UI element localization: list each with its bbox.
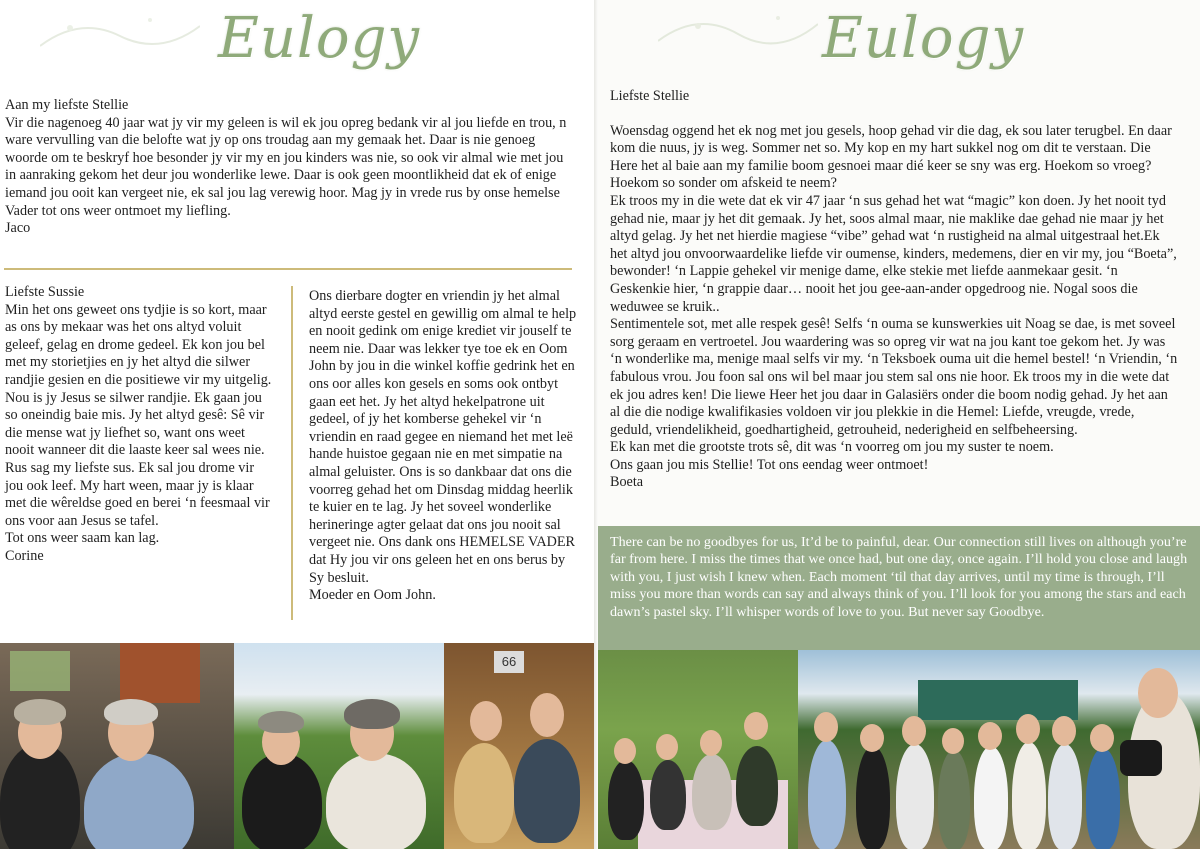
letter-paragraph: Ek troos my in die wete dat ek vir 47 jaar ‘n sus gehad het wat “magic” kon doen. Jy het nooit tyd gehad nie, maar jy het dit gemaak. Jy het, soos almal maar, nie maklike dae gehad nie maar jy het altyd gelag. Jy het net hierdie magiese “vibe” gehad wat ‘n rustigheid na almal uitgestraal het.Ek het altyd jou onvoorwaardelike liefde vir oumense, kinders, medemens, dier en vir my, jou “Boeta”, bewonder! ‘n Lappie gehekel vir menige dame, elke stekie met liefde aanmekaar gesit. ‘n Geskenkie hier, ‘n grappie daar… nooit het jou gee-aan-ander opgedroog nie. Nogal soos die weduwee se kruik.. [610, 192, 1177, 315]
person-face [530, 693, 564, 737]
person [692, 754, 732, 830]
person [1048, 744, 1082, 849]
person [84, 753, 194, 849]
photo-collage-right [598, 650, 1200, 849]
letter-closing: Tot ons weer saam kan lag. [5, 530, 160, 547]
page-title-left: Eulogy [218, 6, 421, 71]
person [896, 744, 934, 849]
letter-corine [5, 284, 275, 566]
floral-ornament-icon [40, 6, 200, 56]
person [1012, 742, 1046, 849]
person [608, 760, 644, 840]
letter-body: Ons dierbare dogter en vriendin jy het almal altyd eerste gestel en gewillig om almal te help en nooit gedink om enige krediet vir jouself te neem nie. Daar was lekker tye toe ek en Oom John by jou in die winkel koffie gedrink het en ons oor alles kon gesels en soms ook ontbyt gaan eet het. Jy het altyd hekelpatrone uit gedeel, of jy het komberse gehekel vir ‘n vriendin en raad gegee en niemand het met leë hande huistoe gegaan nie en met simpatie na almal geluister. Ons is so dankbaar dat ons die voorreg gehad het om Dinsdag middag heerlik te kuier en te lag. Jy het soveel wonderlike herineringe agter gelaat dat ons jou nooit sal vergeet nie. Ons dank ons HEMELSE VADER dat Hy jou vir ons geleen het en ons berus by Sy besluit. [309, 288, 577, 586]
person-face [744, 712, 768, 740]
page-title-right: Eulogy [822, 6, 1025, 71]
letter-greeting: Liefste Stellie [610, 88, 690, 104]
poem-box [598, 526, 1200, 650]
person [514, 739, 580, 843]
photo-picnic [598, 650, 798, 849]
person-face [978, 722, 1002, 750]
letter-signature: Moeder en Oom John. [309, 587, 436, 604]
person [1086, 748, 1120, 849]
letter-jaco [5, 97, 577, 238]
person [242, 753, 322, 849]
brick-wall [120, 643, 200, 703]
camera-icon [1120, 740, 1162, 776]
person-face [902, 716, 926, 746]
letter-paragraph: Sentimentele sot, met alle respek gesê! Selfs ‘n ouma se kunswerkies uit Noag se dae, is met soveel sorg geraam en vertroetel. Jou waardering was so opreg vir wat na jou kant toe gekom het. Jy was ‘n wonderlike ma, menige maal selfs vir my. ‘n Teksboek ouma uit die hemel bestel! ‘n Vriendin, ‘n fabulous vrou. Jou foon sal ons wil bel maar jou stem sal ons nie hoor. Ek troos my in die wete dat ek jou adres ken! Die liewe Heer het jou daar in Galasiërs onder die boom nodig gehad. Jy het aan al die die nodige kwalifikasies voldoen vir jou plekkie in die Hemel: Liefde, vreugde, vrede, geduld, vriendelikheid, goedhartigheid, getrouheid, nederigheid en selfbeheersing. [610, 316, 1178, 438]
person [856, 746, 890, 849]
person [736, 746, 778, 826]
bride [974, 746, 1008, 849]
letter-signature: Boeta [610, 474, 644, 491]
letter-moeder [309, 288, 581, 605]
window [10, 651, 70, 691]
person [650, 760, 686, 830]
photo-indoor [0, 643, 250, 849]
poem-text: There can be no goodbyes for us, It’d be to painful, dear. Our connection still lives on although you’re far from here. I miss the times that we once had, but one day, once again. I’ll hold you close and laugh with you, I just wish I knew when. Each moment ‘til that day arrives, until my time is through, I’ll miss you more than words can say and always think of you. I’ll look for you among the stars and each dawn’s pastel sky. I’ll whisper words of love to you. But never say Goodbye. [610, 534, 1188, 620]
letter-boeta [610, 88, 1180, 492]
person [938, 750, 970, 849]
person-face [1052, 716, 1076, 746]
person-face [614, 738, 636, 764]
photo-wedding-group [798, 650, 1200, 849]
person-face [1090, 724, 1114, 752]
letter-paragraph: Ek kan met die grootste trots sê, dit was ‘n voorreg om jou my suster te noem. [610, 439, 1054, 456]
person [454, 743, 514, 843]
person-face [470, 701, 502, 741]
photo-collage-left [0, 643, 598, 849]
letter-paragraph: Woensdag oggend het ek nog met jou gesels, hoop gehad vir die dag, ek sou later terugbel. En daar kom die nuus, jy is weg. Sommer net so. My kop en my hart sukkel nog om dit te verstaan. Die Here het al baie aan my familie boom gesnoei maar dié keer se sny was erg. Hoekom so vroeg? Hoekom so sonder om afskeid te neem? [610, 122, 1172, 192]
person-hair [258, 711, 304, 733]
photo-hills [234, 643, 444, 849]
person-face [814, 712, 838, 742]
letter-paragraph: Ons gaan jou mis Stellie! Tot ons eendag weer ontmoet! [610, 456, 929, 473]
person-face [700, 730, 722, 756]
person-face [656, 734, 678, 760]
letter-body: Min het ons geweet ons tydjie is so kort, maar as ons by mekaar was het ons altyd voluit geleef, gelag en drome gedeel. Ek kon jou bel met my storietjies en jy het altyd die silwer randjie gesien en die positiewe vir my uitgelig. Nou is jy Jesus se silwer randjie. Ek gaan jou so oneindig baie mis. Jy het altyd gesê: Sê vir die mense wat jy liefhet so, want ons weet nooit wanneer dit die laaste keer sal wees nie. Rus sag my liefste sus. Ek sal jou drome vir jou ook leef. My hart ween, maar jy is klaar met die wêreldse goed en berei ‘n feesmaal vir ons voor aan Jesus se tafel. [5, 301, 272, 529]
person-hair [104, 699, 158, 725]
route-sign: 66 [494, 651, 524, 673]
photo-couple [444, 643, 598, 849]
column-divider [291, 286, 293, 620]
letter-greeting: Liefste Sussie [5, 284, 85, 300]
person-hair [344, 699, 400, 729]
letter-body: Vir die nagenoeg 40 jaar wat jy vir my geleen is wil ek jou opreg bedank vir al jou liefde en trou, n ware vervulling van die belofte wat jy op ons troudag aan my gemaak het. Daar is nie genoeg woorde om te beskryf hoe besonder jy vir my en jou kinders was nie, so ook vir almal wie met jou in aanraking gekom het deur jou wonderlike lewe. Daar is ook geen moontlikheid dat ek of enige iemand jou ooit kan vergeet nie, ek sal jou lag verewig hoor. Mag jy in vrede rus by onse hemelse Vader tot ons weer ontmoet my liefling. [5, 114, 567, 219]
green-wall [918, 680, 1078, 720]
floral-ornament-icon [658, 6, 818, 56]
letter-greeting: Aan my liefste Stellie [5, 97, 129, 113]
letter-signature: Corine [5, 547, 44, 564]
person-hair [14, 699, 66, 725]
section-divider [4, 268, 572, 270]
person-face [1138, 668, 1178, 718]
person-face [942, 728, 964, 754]
person-face [860, 724, 884, 752]
person-face [1016, 714, 1040, 744]
person [808, 740, 846, 849]
left-page [0, 0, 598, 849]
person [326, 753, 426, 849]
letter-signature: Jaco [5, 220, 31, 237]
